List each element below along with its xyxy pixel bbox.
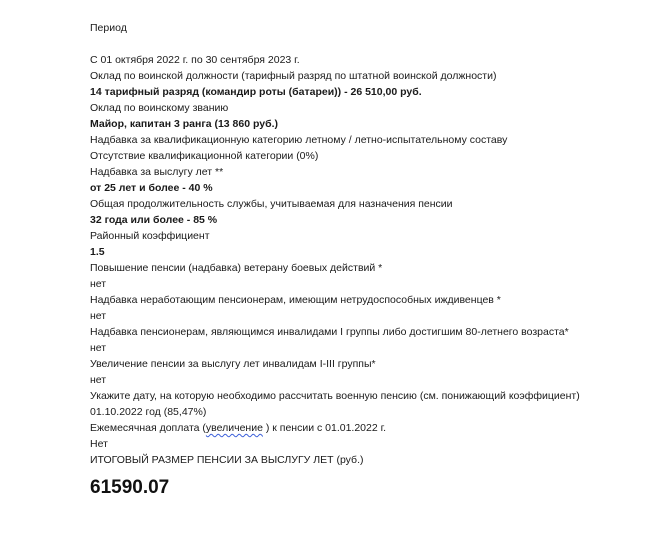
total-label: ИТОГОВЫЙ РАЗМЕР ПЕНСИИ ЗА ВЫСЛУГУ ЛЕТ (руб.) — [90, 454, 364, 466]
spellcheck-flagged-word: увеличение — [205, 422, 263, 434]
salary-rank-label: Оклад по воинскому званию — [90, 102, 229, 114]
total-service-label: Общая продолжительность службы, учитываемая для назначения пенсии — [90, 198, 453, 210]
spacer — [90, 36, 610, 52]
veteran-bonus-value: нет — [90, 278, 107, 290]
disabled-increase-label: Увеличение пенсии за выслугу лет инвалидам I-III группы* — [90, 358, 376, 370]
salary-position-label: Оклад по воинской должности (тарифный разряд по штатной воинской должности) — [90, 70, 497, 82]
qualification-bonus-value: Отсутствие квалификационной категории (0%) — [90, 150, 319, 162]
monthly-supplement-label-start: Ежемесячная доплата ( — [90, 422, 206, 434]
seniority-bonus-value: от 25 лет и более - 40 % — [90, 182, 213, 194]
calc-date-value: 01.10.2022 год (85,47%) — [90, 406, 207, 418]
dependents-bonus-value: нет — [90, 310, 107, 322]
regional-coefficient-label: Районный коэффициент — [90, 230, 210, 242]
dependents-bonus-label: Надбавка неработающим пенсионерам, имеющим нетрудоспособных иждивенцев * — [90, 294, 501, 306]
period-heading: Период — [90, 22, 127, 34]
disabled-increase-value: нет — [90, 374, 107, 386]
disability-80-bonus-label: Надбавка пенсионерам, являющимся инвалидами I группы либо достигшим 80-летнего возраста* — [90, 326, 569, 338]
pension-summary — [90, 20, 610, 500]
total-pension-value: 61590.07 — [90, 477, 170, 498]
salary-rank-value: Майор, капитан 3 ранга (13 860 руб.) — [90, 118, 278, 130]
calc-date-label: Укажите дату, на которую необходимо рассчитать военную пенсию (см. понижающий коэффициент) — [90, 390, 580, 402]
salary-position-value: 14 тарифный разряд (командир роты (батареи)) - 26 510,00 руб. — [90, 86, 422, 98]
monthly-supplement-label-end: ) к пенсии с 01.01.2022 г. — [262, 422, 387, 434]
qualification-bonus-label: Надбавка за квалификационную категорию летному / летно-испытательному составу — [90, 134, 508, 146]
regional-coefficient-value: 1.5 — [90, 246, 105, 258]
disability-80-bonus-value: нет — [90, 342, 107, 354]
monthly-supplement-value: Нет — [90, 438, 108, 450]
veteran-bonus-label: Повышение пенсии (надбавка) ветерану боевых действий * — [90, 262, 383, 274]
monthly-supplement-label — [90, 420, 610, 436]
total-service-value: 32 года или более - 85 % — [90, 214, 218, 226]
period-value: С 01 октября 2022 г. по 30 сентября 2023 г. — [90, 54, 300, 66]
seniority-bonus-label: Надбавка за выслугу лет ** — [90, 166, 224, 178]
